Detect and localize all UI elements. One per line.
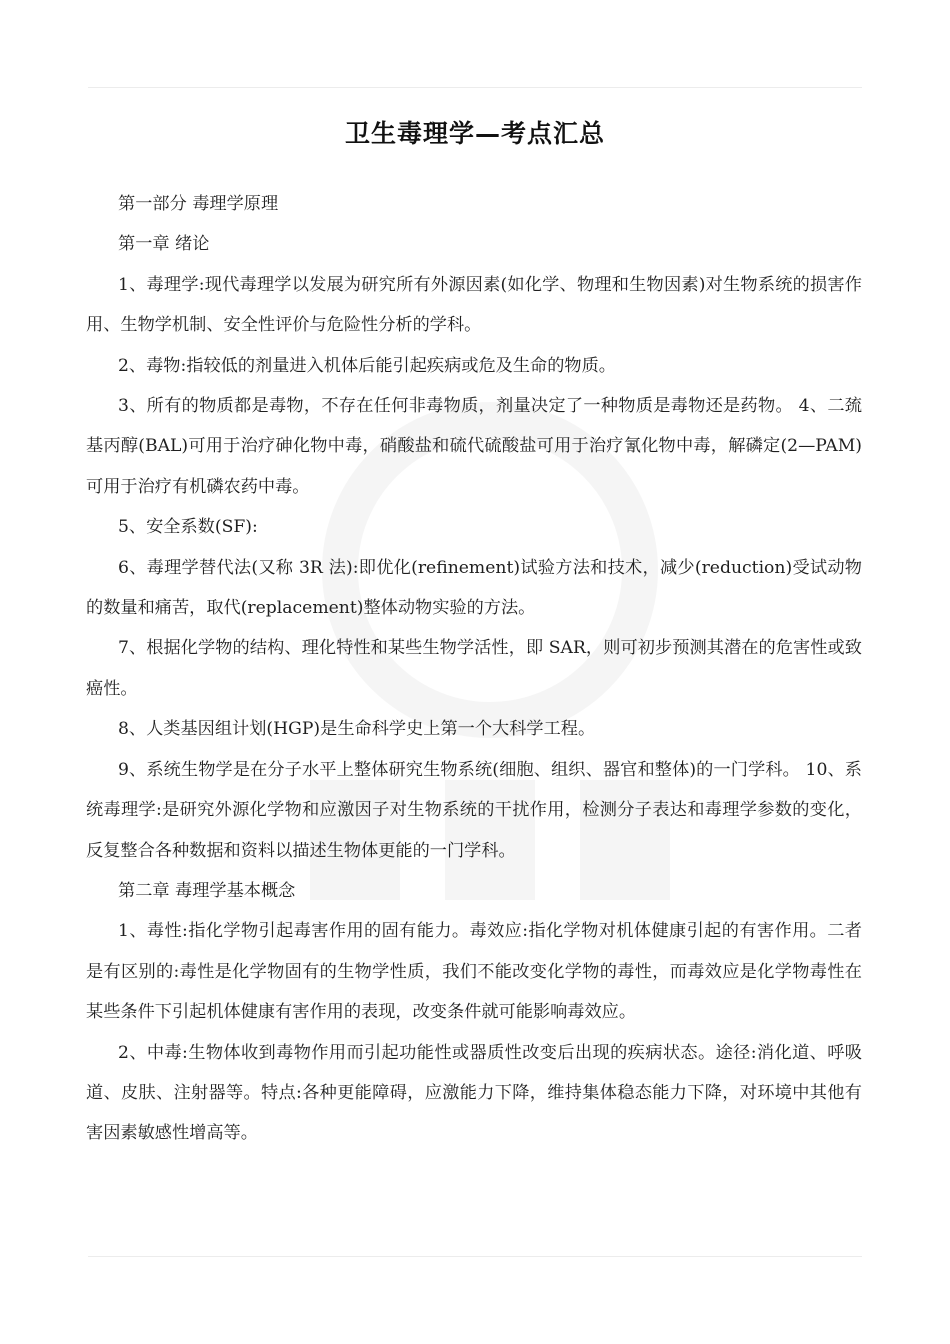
paragraph: 2、中毒:生物体收到毒物作用而引起功能性或器质性改变后出现的疾病状态。途径:消化道、呼吸道、皮肤、注射器等。特点:各种更能障碍，应激能力下降，维持集体稳态能力下降，对环境中其他有害因素敏感性增高等。 (86, 1042, 862, 1144)
part-heading: 第一部分 毒理学原理 (118, 194, 279, 214)
paragraph: 3、所有的物质都是毒物，不存在任何非毒物质，剂量决定了一种物质是毒物还是药物。 4、二巯基丙醇(BAL)可用于治疗砷化物中毒，硝酸盐和硫代硫酸盐可用于治疗氰化物中毒，解磷定(2—PAM)可用于治疗有机磷农药中毒。 (86, 396, 862, 497)
paragraph: 9、系统生物学是在分子水平上整体研究生物系统(细胞、组织、器官和整体)的一门学科。 10、系统毒理学:是研究外源化学物和应激因子对生物系统的干扰作用，检测分子表达和毒理学参数的变化，反复整合各种数据和资料以描述生物体更能的一门学科。 (86, 759, 862, 861)
chapter-heading: 第二章 毒理学基本概念 (118, 880, 296, 901)
footer-divider (88, 1256, 862, 1257)
header-divider (88, 87, 862, 88)
paragraph: 7、根据化学物的结构、理化特性和某些生物学活性，即 SAR，则可初步预测其潜在的危害性或致癌性。 (86, 638, 862, 699)
paragraph: 5、安全系数(SF): (118, 517, 258, 538)
document-body (86, 184, 862, 1154)
paragraph: 1、毒性:指化学物引起毒害作用的固有能力。毒效应:指化学物对机体健康引起的有害作用。二者是有区别的:毒性是化学物固有的生物学性质，我们不能改变化学物的毒性，而毒效应是化学物毒性在某些条件下引起机体健康有害作用的表现，改变条件就可能影响毒效应。 (86, 921, 862, 1023)
document-title: 卫生毒理学—考点汇总 (344, 119, 605, 148)
paragraph: 2、毒物:指较低的剂量进入机体后能引起疾病或危及生命的物质。 (118, 355, 616, 376)
chapter-heading: 第一章 绪论 (118, 234, 210, 255)
paragraph: 6、毒理学替代法(又称 3R 法):即优化(refinement)试验方法和技术，减少(reduction)受试动物的数量和痛苦，取代(replacement)整体动物实验的方法。 (86, 557, 862, 619)
paragraph: 1、毒理学:现代毒理学以发展为研究所有外源因素(如化学、物理和生物因素)对生物系统的损害作用、生物学机制、安全性评价与危险性分析的学科。 (86, 274, 862, 336)
paragraph: 8、人类基因组计划(HGP)是生命科学史上第一个大科学工程。 (118, 719, 596, 740)
